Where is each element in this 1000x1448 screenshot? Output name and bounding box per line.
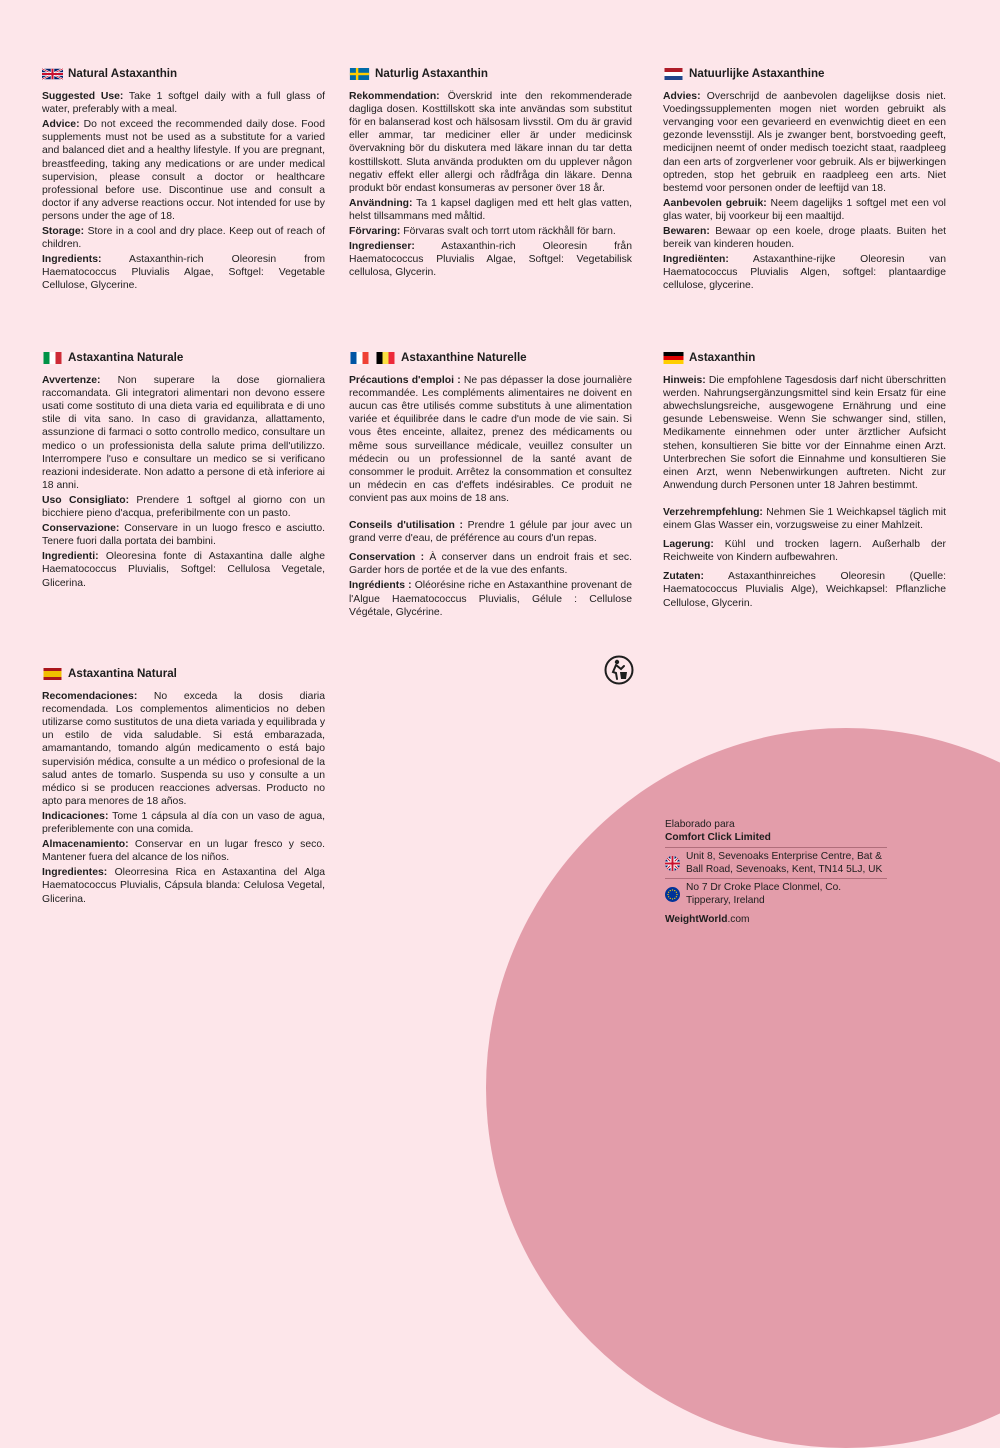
entry: Recomendaciones: No exceda la dosis diaria recomendada. Los complementos alimenticios no deben utilizarse como sustitutos de una dieta variada y equilibrada y un estilo de vida saludable. Si está embarazada, amamantando, tomando algún medicamento o está bajo supervisión médica, consulte a un médico o profesional de la salud antes de tomarlo. Suspenda su uso y consulte a un médico si se producen reacciones adversas. Producto no apto para menores de 18 años.: [42, 691, 326, 807]
entry: Ingredientes: Oleorresina Rica en Astaxantina del Alga Haematococcus Pluvialis, Cápsula blanda: Celulosa Vegetal, Glicerina.: [42, 867, 325, 905]
entry: Précautions d'emploi : Ne pas dépasser la dose journalière recommandée. Les compléments alimentaires ne doivent en aucun cas être utilisés comme substituts à une alimentation variée et équilibrée dans le cadre d'un mode de vie sain. Si vous êtes enceinte, allaitez, prenez des médicaments ou même sous surveillance médicale, veuillez consulter un médecin ou un professionnel de la santé avant de consommer le produit. Arrêtez la consommation et consultez un médecin en cas d'effets indésirables. Ce produit ne convient pas aux moins de 18 ans.: [349, 375, 632, 504]
section-italian: [42, 351, 325, 592]
uk-address: Unit 8, Sevenoaks Enterprise Centre, Bat & Ball Road, Sevenoaks, Kent, TN14 5LJ, UK: [686, 851, 883, 875]
entry: Avvertenze: Non superare la dose giornaliera raccomandata. Gli integratori alimentari non devono essere usati come sostituto di una dieta varia ed equilibrata e di uno stile di vita sano. In caso di gravidanza, allattamento, assunzione di farmaci o sotto controllo medico, consultare un medico o un professionista della salute prima dell'utilizzo. Interrompere l'uso e consultare un medico se si verificano reazioni indesiderate. Non adatto a persone di età inferiore ai 18 anni.: [42, 375, 325, 491]
entry: Advies: Overschrijd de aanbevolen dagelijkse dosis niet. Voedingssupplementen mogen niet worden gebruikt als vervanging voor een gevarieerd en evenwichtig dieet en een gezonde levensstijl. Als je zwanger bent, borstvoeding geeft, medicijnen neemt of onder medisch toezicht staat, raadpleeg dan een arts of zorgverlener voor gebruik. Als er bijwerkingen optreden, stop het gebruik en raadpleeg een arts. Niet bestemd voor personen onder de leeftijd van 18.: [663, 91, 946, 194]
company-name: Comfort Click Limited: [665, 832, 771, 843]
entry: Almacenamiento: Conservar en un lugar fresco y seco. Mantener fuera del alcance de los niños.: [42, 839, 325, 864]
website: WeightWorld.com: [665, 914, 750, 925]
entry: Bewaren: Bewaar op een koele, droge plaats. Buiten het bereik van kinderen houden.: [663, 226, 946, 251]
entry: Storage: Store in a cool and dry place. Keep out of reach of children.: [42, 226, 325, 251]
entry: Ingredienser: Astaxanthin-rich Oleoresin från Haematococcus Pluvialis Algae, Softgel: Vegetabilisk cellulosa, Glycerin.: [349, 241, 632, 279]
entry: Suggested Use: Take 1 softgel daily with a full glass of water, preferably with a meal.: [42, 91, 325, 116]
section-title: Astaxantina Natural: [68, 667, 177, 680]
entry: Ingrédients : Oléorésine riche en Astaxanthine provenant de l'Algue Haematococcus Pluvialis, Gélule : Cellulose Végétale, Glycérine.: [349, 580, 632, 618]
section-title: Naturlig Astaxanthin: [375, 67, 488, 80]
uk-flag-icon: [42, 68, 63, 80]
entry: Indicaciones: Tome 1 cápsula al día con un vaso de agua, preferiblemente con una comida.: [42, 810, 325, 836]
germany-flag-icon: [663, 352, 684, 364]
sweden-flag-icon: [349, 68, 370, 80]
section-title: Astaxanthin: [689, 351, 756, 364]
entry: Lagerung: Kühl und trocken lagern. Außerhalb der Reichweite von Kindern aufbewahren.: [663, 539, 946, 564]
uk-address-row: [665, 847, 887, 878]
eu-flag-icon: [665, 887, 680, 902]
section-title: Natural Astaxanthin: [68, 67, 178, 80]
belgium-flag-icon: [375, 352, 396, 364]
made-for-label: Elaborado para: [665, 819, 735, 830]
section-english: [42, 67, 325, 295]
entry: Conservation : À conserver dans un endroit frais et sec. Garder hors de portée et de la vue des enfants.: [349, 552, 632, 577]
section-title: Natuurlijke Astaxanthine: [689, 67, 825, 80]
spain-flag-icon: [42, 668, 63, 680]
netherlands-flag-icon: [663, 68, 684, 80]
entry: Förvaring: Förvaras svalt och torrt utom räckhåll för barn.: [349, 226, 616, 238]
entry: Conservazione: Conservare in un luogo fresco e asciutto. Tenere fuori dalla portata dei bambini.: [42, 523, 325, 548]
italy-flag-icon: [42, 352, 63, 364]
section-german: [663, 351, 946, 612]
entry: Aanbevolen gebruik: Neem dagelijks 1 softgel met een vol glas water, bij voorkeur bij een maaltijd.: [663, 197, 946, 222]
tidyman-recycle-icon: [604, 655, 634, 685]
section-spanish: [42, 667, 325, 908]
entry: Hinweis: Die empfohlene Tagesdosis darf nicht überschritten werden. Nahrungsergänzungsmittel sind kein Ersatz für eine abwechslungsreiche, ausgewogene Ernährung und eine gesunde Lebensweise. Wenn Sie schwanger sind, stillen, Medikamente einnehmen oder unter ärztlicher Aufsicht stehen, konsultieren Sie bitte vor der Einnahme einen Arzt. Unterbrechen Sie sofort die Einnahme und konsultieren Sie einen Arzt, wenn Nebenwirkungen auftreten. Nicht zur Anwendung durch Personen unter 18 Jahren bestimmt.: [663, 375, 946, 491]
entry: Verzehrempfehlung: Nehmen Sie 1 Weichkapsel täglich mit einem Glas Wasser ein, vorzugsweise zu einer Mahlzeit.: [663, 506, 946, 532]
entry: Rekommendation: Överskrid inte den rekommenderade dagliga dosen. Kosttillskott ska inte användas som substitut för en balanserad kost och hälsosam livsstil. Om du är gravid eller ammar, tar mediciner eller är under medicinsk övervakning bör du diskutera med läkare innan du tar detta kosttillskott. Sluta använda produkten om du upplever någon negativ effekt eller allergi och rådfråga din läkare. Denna produkt bör endast konsumeras av personer över 18 år.: [349, 91, 632, 194]
entry: Uso Consigliato: Prendere 1 softgel al giorno con un bicchiere pieno d'acqua, preferibilmente con un pasto.: [42, 494, 325, 520]
entry: Ingredients: Astaxanthin-rich Oleoresin from Haematococcus Pluvialis Algae, Softgel: Vegetable Cellulose, Glycerine.: [42, 254, 325, 292]
section-french: [349, 351, 632, 621]
entry: Conseils d'utilisation : Prendre 1 gélule par jour avec un grand verre d'eau, de préférence au cours d'un repas.: [349, 520, 632, 545]
eu-address-row: [665, 878, 887, 909]
france-flag-icon: [349, 352, 370, 364]
section-title: Astaxanthine Naturelle: [401, 351, 527, 364]
section-dutch: [663, 67, 946, 295]
eu-address: No 7 Dr Croke Place Clonmel, Co. Tipperary, Ireland: [686, 882, 842, 906]
uk-flag-icon: [665, 856, 680, 871]
entry: Ingredienti: Oleoresina fonte di Astaxantina dalle alghe Haematococcus Pluvialis, Softgel: Cellulosa Vegetale, Glicerina.: [42, 551, 325, 589]
entry: Ingrediënten: Astaxanthine-rijke Oleoresin van Haematococcus Pluvialis Algen, softgel: plantaardige cellulose, glycerine.: [663, 254, 946, 292]
entry: Advice: Do not exceed the recommended daily dose. Food supplements must not be used as a substitute for a varied and balanced diet and a healthy lifestyle. If you are pregnant, breastfeeding, taking any medications or are under medical supervision, please consult a doctor or healthcare professional before use. Discontinue use and consult a doctor if any adverse reactions occur. Not intended for use by persons under the age of 18.: [42, 119, 325, 222]
entry: Zutaten: Astaxanthinreiches Oleoresin (Quelle: Haematococcus Pluvialis Alge), Weichkapsel: Pflanzliche Cellulose, Glycerin.: [663, 571, 946, 609]
manufacturer-info: [665, 818, 887, 926]
entry: Användning: Ta 1 kapsel dagligen med ett helt glas vatten, helst tillsammans med måltid.: [349, 197, 632, 222]
section-swedish: [349, 67, 632, 281]
section-title: Astaxantina Naturale: [68, 351, 184, 364]
